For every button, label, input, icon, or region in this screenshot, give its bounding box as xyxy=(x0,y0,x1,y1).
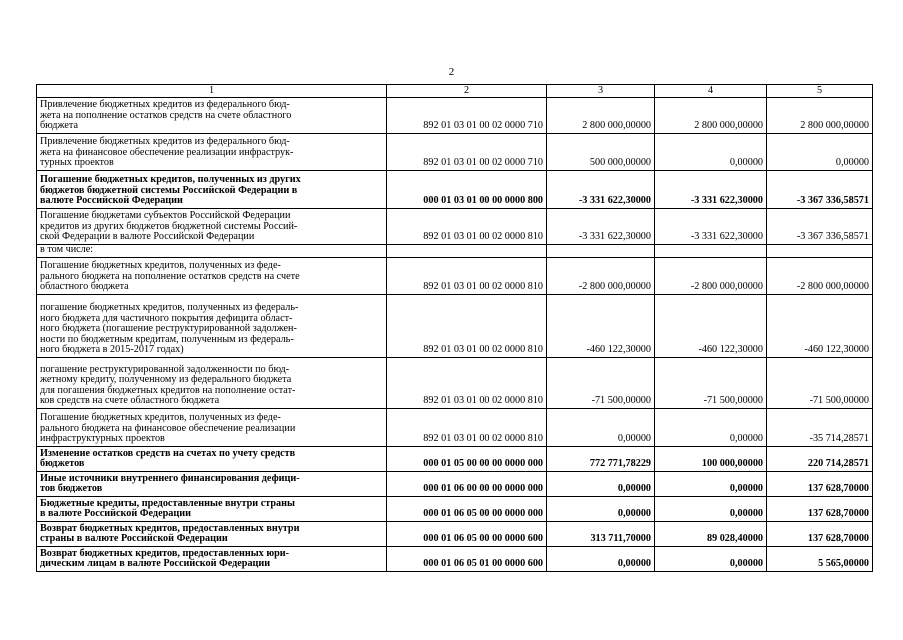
row-value-col4: 2 800 000,00000 xyxy=(655,98,767,134)
row-name-line: жета на пополнение остатков средств на счете областного xyxy=(40,109,292,121)
row-value-col4: -460 122,30000 xyxy=(655,295,767,358)
row-value-col4: -71 500,00000 xyxy=(655,358,767,409)
row-name-line: бюджетов бюджетной системы Российской Федерации в xyxy=(40,184,298,196)
header-col-3: 3 xyxy=(547,85,655,98)
row-name xyxy=(37,447,387,472)
table-row xyxy=(37,258,873,295)
row-value-col5: 5 565,00000 xyxy=(767,547,873,572)
page-number: 2 xyxy=(448,66,455,78)
row-value-col3: 313 711,70000 xyxy=(547,522,655,547)
row-name-line: ного бюджета в 2015-2017 годах) xyxy=(40,344,184,356)
row-value-col3: -71 500,00000 xyxy=(547,358,655,409)
row-value-col3: 0,00000 xyxy=(547,472,655,497)
row-name-line: инфраструктурных проектов xyxy=(40,433,165,445)
row-name xyxy=(37,522,387,547)
row-code: 000 01 06 00 00 00 0000 000 xyxy=(387,472,547,497)
row-name-line: ного бюджета (погашение реструктурированной задолжен- xyxy=(40,323,297,335)
row-value-col3: 0,00000 xyxy=(547,409,655,447)
row-name-line: в том числе: xyxy=(40,244,94,256)
row-value-col5: 137 628,70000 xyxy=(767,472,873,497)
row-name xyxy=(37,98,387,134)
row-name-line: Погашение бюджетами субъектов Российской Федерации xyxy=(40,210,291,222)
row-value-col5: 220 714,28571 xyxy=(767,447,873,472)
table-row xyxy=(37,98,873,134)
row-name-line: ков средств на счете областного бюджета xyxy=(40,395,220,407)
row-value-col4: 0,00000 xyxy=(655,409,767,447)
row-value-col3: -3 331 622,30000 xyxy=(547,209,655,245)
table-row xyxy=(37,295,873,358)
row-value-col5: -2 800 000,00000 xyxy=(767,258,873,295)
row-name-line: Погашение бюджетных кредитов, полученных из феде- xyxy=(40,260,281,272)
row-value-col5: 2 800 000,00000 xyxy=(767,98,873,134)
table-row xyxy=(37,171,873,209)
row-name xyxy=(37,209,387,245)
row-code: 892 01 03 01 00 02 0000 810 xyxy=(387,258,547,295)
table-row xyxy=(37,409,873,447)
header-col-2: 2 xyxy=(387,85,547,98)
row-name-line: турных проектов xyxy=(40,157,114,169)
row-name-line: в валюте Российской Федерации xyxy=(40,508,191,520)
row-code: 892 01 03 01 00 02 0000 710 xyxy=(387,134,547,171)
row-name-line: Возврат бюджетных кредитов, предоставленных юри- xyxy=(40,547,290,559)
row-name-line: для погашения бюджетных кредитов на пополнение остат- xyxy=(40,384,296,396)
row-value-col4: 0,00000 xyxy=(655,547,767,572)
row-code: 892 01 03 01 00 02 0000 710 xyxy=(387,98,547,134)
row-name-line: погашение реструктурированной задолженности по бюд- xyxy=(40,363,290,375)
row-code: 892 01 03 01 00 02 0000 810 xyxy=(387,358,547,409)
row-value-col3: 2 800 000,00000 xyxy=(547,98,655,134)
row-value-col3: -2 800 000,00000 xyxy=(547,258,655,295)
table-row xyxy=(37,472,873,497)
row-name xyxy=(37,245,387,258)
row-name xyxy=(37,295,387,358)
header-col-5: 5 xyxy=(767,85,873,98)
row-name-line: бюджетов xyxy=(40,458,85,470)
row-value-col5: 0,00000 xyxy=(767,134,873,171)
row-name-line: жета на финансовое обеспечение реализации инфраструк- xyxy=(40,146,294,158)
row-name-line: рального бюджета на пополнение остатков средств на счете xyxy=(40,270,300,282)
row-name-line: Изменение остатков средств на счетах по учету средств xyxy=(40,447,296,459)
header-col-4: 4 xyxy=(655,85,767,98)
row-value-col4: -3 331 622,30000 xyxy=(655,171,767,209)
row-name-line: Привлечение бюджетных кредитов из федерального бюд- xyxy=(40,99,290,111)
row-name-line: Погашение бюджетных кредитов, полученных из феде- xyxy=(40,412,281,424)
header-col-1: 1 xyxy=(37,85,387,98)
row-value-col4: -3 331 622,30000 xyxy=(655,209,767,245)
row-code: 000 01 06 05 00 00 0000 600 xyxy=(387,522,547,547)
row-name-line: жетному кредиту, полученному из федерального бюджета xyxy=(40,374,292,386)
row-name-line: кредитов из других бюджетов бюджетной системы Россий- xyxy=(40,220,298,232)
row-value-col3: 772 771,78229 xyxy=(547,447,655,472)
table-row xyxy=(37,209,873,245)
row-value-col4: -2 800 000,00000 xyxy=(655,258,767,295)
row-name-line: тов бюджетов xyxy=(40,483,103,495)
row-value-col5: -35 714,28571 xyxy=(767,409,873,447)
row-value-col5: 137 628,70000 xyxy=(767,497,873,522)
row-code: 000 01 05 00 00 00 0000 000 xyxy=(387,447,547,472)
row-name-line: валюте Российской Федерации xyxy=(40,195,183,207)
row-value-col4: 89 028,40000 xyxy=(655,522,767,547)
row-name-line: рального бюджета на финансовое обеспечение реализации xyxy=(40,422,296,434)
row-value-col5 xyxy=(767,245,873,258)
row-name xyxy=(37,134,387,171)
row-value-col4 xyxy=(655,245,767,258)
row-name-line: Иные источники внутреннего финансирования дефици- xyxy=(40,472,300,484)
row-value-col4: 0,00000 xyxy=(655,472,767,497)
row-code: 892 01 03 01 00 02 0000 810 xyxy=(387,209,547,245)
row-code: 000 01 06 05 01 00 0000 600 xyxy=(387,547,547,572)
row-code: 892 01 03 01 00 02 0000 810 xyxy=(387,409,547,447)
row-name xyxy=(37,358,387,409)
row-value-col3: 0,00000 xyxy=(547,497,655,522)
row-value-col4: 0,00000 xyxy=(655,134,767,171)
row-value-col3: 0,00000 xyxy=(547,547,655,572)
row-name xyxy=(37,171,387,209)
row-code: 000 01 06 05 00 00 0000 000 xyxy=(387,497,547,522)
budget-sources-table xyxy=(36,84,873,572)
row-name xyxy=(37,547,387,572)
row-name-line: Погашение бюджетных кредитов, полученных из других xyxy=(40,174,301,186)
row-name xyxy=(37,497,387,522)
row-value-col3: -3 331 622,30000 xyxy=(547,171,655,209)
table-row xyxy=(37,547,873,572)
row-value-col4: 100 000,00000 xyxy=(655,447,767,472)
row-name-line: ской Федерации в валюте Российской Федерации xyxy=(40,231,255,243)
row-name-line: ности по бюджетным кредитам, полученным из федераль- xyxy=(40,333,294,345)
row-name xyxy=(37,409,387,447)
table-row xyxy=(37,497,873,522)
table-row xyxy=(37,358,873,409)
row-value-col5: -71 500,00000 xyxy=(767,358,873,409)
row-value-col3 xyxy=(547,245,655,258)
row-name-line: Возврат бюджетных кредитов, предоставленных внутри xyxy=(40,522,300,534)
row-code: 000 01 03 01 00 00 0000 800 xyxy=(387,171,547,209)
row-name-line: Бюджетные кредиты, предоставленные внутри страны xyxy=(40,497,295,509)
table-row xyxy=(37,447,873,472)
row-name-line: погашение бюджетных кредитов, полученных из федераль- xyxy=(40,302,299,314)
row-name-line: бюджета xyxy=(40,120,78,132)
row-value-col3: 500 000,00000 xyxy=(547,134,655,171)
row-value-col5: -460 122,30000 xyxy=(767,295,873,358)
row-value-col4: 0,00000 xyxy=(655,497,767,522)
row-name-line: дическим лицам в валюте Российской Федерации xyxy=(40,558,271,570)
row-value-col3: -460 122,30000 xyxy=(547,295,655,358)
row-value-col5: -3 367 336,58571 xyxy=(767,209,873,245)
row-value-col5: 137 628,70000 xyxy=(767,522,873,547)
row-name-line: ного бюджета для частичного покрытия дефицита област- xyxy=(40,312,293,324)
table-row xyxy=(37,522,873,547)
table-row xyxy=(37,245,873,258)
row-name xyxy=(37,258,387,295)
row-name-line: страны в валюте Российской Федерации xyxy=(40,533,228,545)
row-name xyxy=(37,472,387,497)
row-name-line: областного бюджета xyxy=(40,281,129,293)
row-name-line: Привлечение бюджетных кредитов из федерального бюд- xyxy=(40,136,290,148)
table-row xyxy=(37,134,873,171)
table-header-row xyxy=(37,85,873,98)
row-value-col5: -3 367 336,58571 xyxy=(767,171,873,209)
row-code xyxy=(387,245,547,258)
row-code: 892 01 03 01 00 02 0000 810 xyxy=(387,295,547,358)
